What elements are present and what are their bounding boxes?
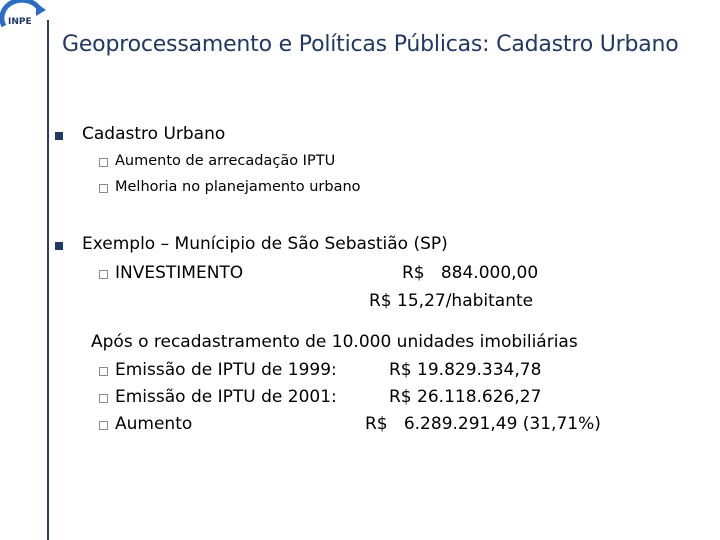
iptu-row-value: R$ 26.118.626,27 — [389, 387, 542, 407]
section1-item: Aumento de arrecadação IPTU — [115, 153, 336, 169]
section1-heading: Cadastro Urbano — [82, 124, 226, 144]
iptu-row-value: R$ 19.829.334,78 — [389, 360, 542, 380]
iptu-row-value: R$ 6.289.291,49 (31,71%) — [365, 414, 601, 434]
investment-label: INVESTIMENTO — [115, 263, 244, 283]
after-recadastramento-text: Após o recadastramento de 10.000 unidades imobiliárias — [91, 332, 578, 352]
iptu-row-label: Emissão de IPTU de 2001: — [115, 387, 337, 407]
logo-text: INPE — [8, 17, 32, 27]
checkbox-bullet-icon — [99, 158, 108, 167]
section2-heading: Exemplo – Munícipio de São Sebastião (SP) — [82, 234, 448, 254]
checkbox-bullet-icon — [99, 394, 108, 403]
slide-title: Geoprocessamento e Políticas Públicas: Cadastro Urbano — [62, 32, 679, 57]
iptu-row-label: Aumento — [115, 414, 193, 434]
square-bullet-icon — [55, 132, 63, 140]
checkbox-bullet-icon — [99, 270, 108, 279]
square-bullet-icon — [55, 242, 63, 250]
checkbox-bullet-icon — [99, 367, 108, 376]
iptu-row-label: Emissão de IPTU de 1999: — [115, 360, 337, 380]
inpe-logo — [0, 0, 46, 40]
investment-value: R$ 884.000,00 — [402, 263, 539, 283]
section1-item: Melhoria no planejamento urbano — [115, 179, 361, 195]
checkbox-bullet-icon — [99, 421, 108, 430]
logo-arrow — [36, 3, 46, 16]
checkbox-bullet-icon — [99, 184, 108, 193]
investment-per-capita: R$ 15,27/habitante — [369, 291, 534, 311]
accent-line — [47, 20, 49, 540]
